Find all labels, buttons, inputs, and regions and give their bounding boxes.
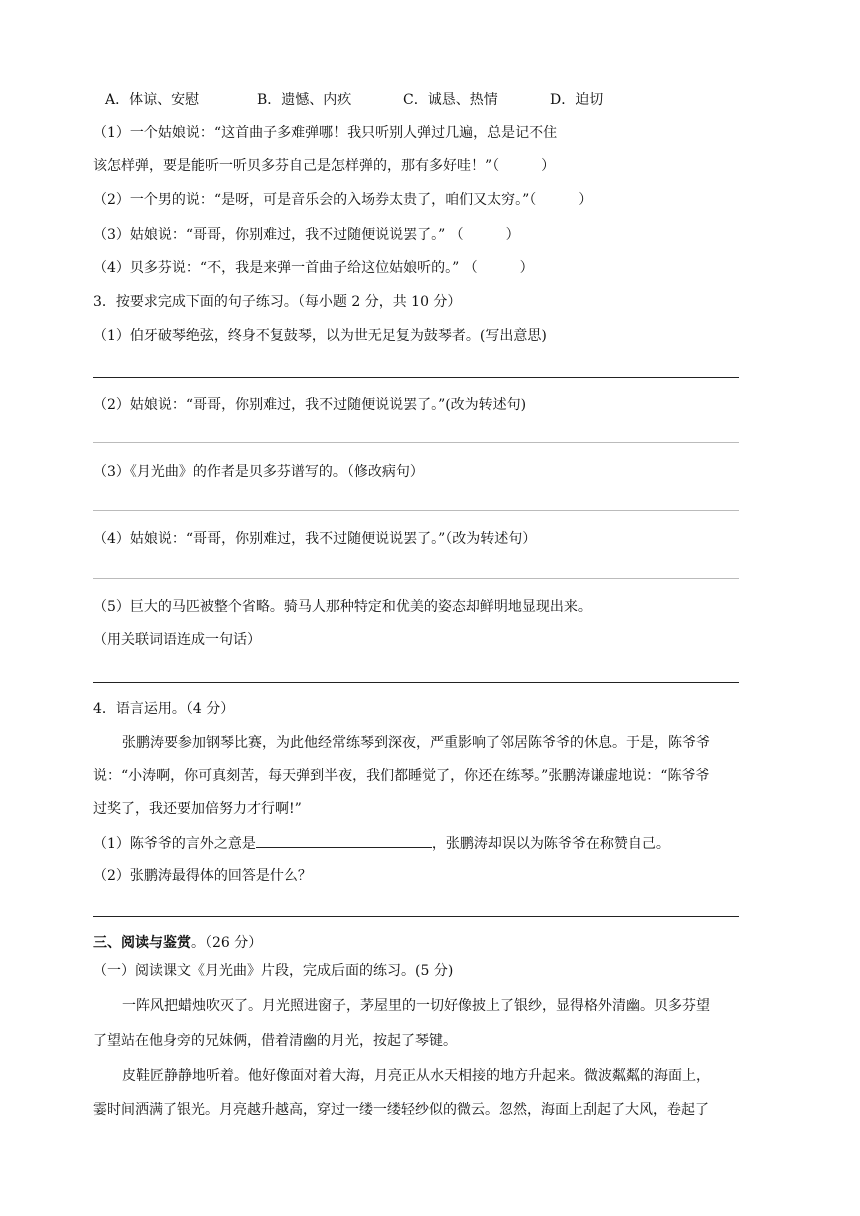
q2-item1-line1: （1）一个姑娘说：“这首曲子多难弹哪！我只听别人弹过几遍，总是记不住 [93, 125, 558, 141]
q3-s1: （1）伯牙破琴绝弦，终身不复鼓琴，以为世无足复为鼓琴者。(写出意思) [93, 328, 547, 344]
q2-item2: （2）一个男的说：“是呀，可是音乐会的入场券太贵了，咱们又太穷。”（ ） [93, 192, 593, 208]
passage-para2-line1: 皮鞋匠静静地听着。他好像面对着大海，月亮正从水天相接的地方升起来。微波粼粼的海面上， [122, 1068, 710, 1084]
answer-line-2 [93, 442, 739, 443]
answer-line-6 [93, 916, 739, 917]
passage-para1-line1: 一阵风把蜡烛吹灭了。月光照进窗子，茅屋里的一切好像披上了银纱，显得格外清幽。贝多芬望 [122, 998, 710, 1014]
q3-s4: （4）姑娘说：“哥哥，你别难过，我不过随便说说罢了。”（改为转述句） [93, 531, 537, 547]
q2-item3: （3）姑娘说：“哥哥，你别难过，我不过随便说说罢了。” （ ） [93, 227, 520, 243]
option-c: C．诚恳、热情 [403, 92, 498, 108]
answer-line-4 [93, 578, 739, 579]
q2-item4: （4）贝多芬说：“不，我是来弹一首曲子给这位姑娘听的。” （ ） [93, 260, 534, 276]
fill-blank[interactable] [256, 833, 432, 848]
section3-heading [93, 933, 262, 953]
q3-s2: （2）姑娘说：“哥哥，你别难过，我不过随便说说罢了。”(改为转述句) [93, 397, 527, 413]
passage-para2-line2: 霎时间洒满了银光。月亮越升越高，穿过一缕一缕轻纱似的微云。忽然，海面上刮起了大风，卷起了 [93, 1102, 709, 1118]
answer-line-5 [93, 682, 739, 683]
section3-title: 三、阅读与鉴赏 [93, 935, 191, 951]
q3-heading: 3．按要求完成下面的句子练习。（每小题 2 分，共 10 分） [93, 294, 462, 310]
answer-line-1 [93, 377, 739, 378]
option-d: D．迫切 [550, 92, 604, 108]
q4-sub1-suffix: ，张鹏涛却误以为陈爷爷在称赞自己。 [431, 836, 670, 852]
passage-para1-line2: 了望站在他身旁的兄妹俩，借着清幽的月光，按起了琴键。 [93, 1033, 457, 1049]
q3-s3: （3）《月光曲》的作者是贝多芬谱写的。（修改病句） [93, 464, 424, 480]
q2-item1-line2: 该怎样弹，要是能听一听贝多芬自己是怎样弹的，那有多好哇！”（ ） [93, 158, 556, 174]
q4-sub2: （2）张鹏涛最得体的回答是什么？ [93, 868, 312, 884]
q4-paragraph-line3: 过奖了，我还要加倍努力才行啊!” [93, 801, 302, 817]
q4-sub1-prefix: （1）陈爷爷的言外之意是 [93, 836, 256, 852]
option-b: B．遗憾、内疚 [257, 92, 352, 108]
q4-sub1 [93, 833, 670, 854]
q4-heading: 4．语言运用。（4 分） [93, 701, 235, 717]
q4-paragraph-line2: 说：“小涛啊，你可真刻苦，每天弹到半夜，我们都睡觉了，你还在练琴。”张鹏涛谦虚地说：“陈爷爷 [93, 768, 710, 784]
q3-s5: （5）巨大的马匹被整个省略。骑马人那种特定和优美的姿态却鲜明地显现出来。 [93, 599, 592, 615]
q3-s5-note: （用关联词语连成一句话） [93, 632, 261, 648]
section3-score: 。（26 分） [191, 935, 263, 951]
q4-paragraph-line1: 张鹏涛要参加钢琴比赛，为此他经常练琴到深夜，严重影响了邻居陈爷爷的休息。于是，陈爷爷 [122, 735, 710, 751]
answer-line-3 [93, 510, 739, 511]
section3-part1: （一）阅读课文《月光曲》片段，完成后面的练习。(5 分) [93, 963, 454, 979]
option-a: A．体谅、安慰 [105, 92, 200, 108]
